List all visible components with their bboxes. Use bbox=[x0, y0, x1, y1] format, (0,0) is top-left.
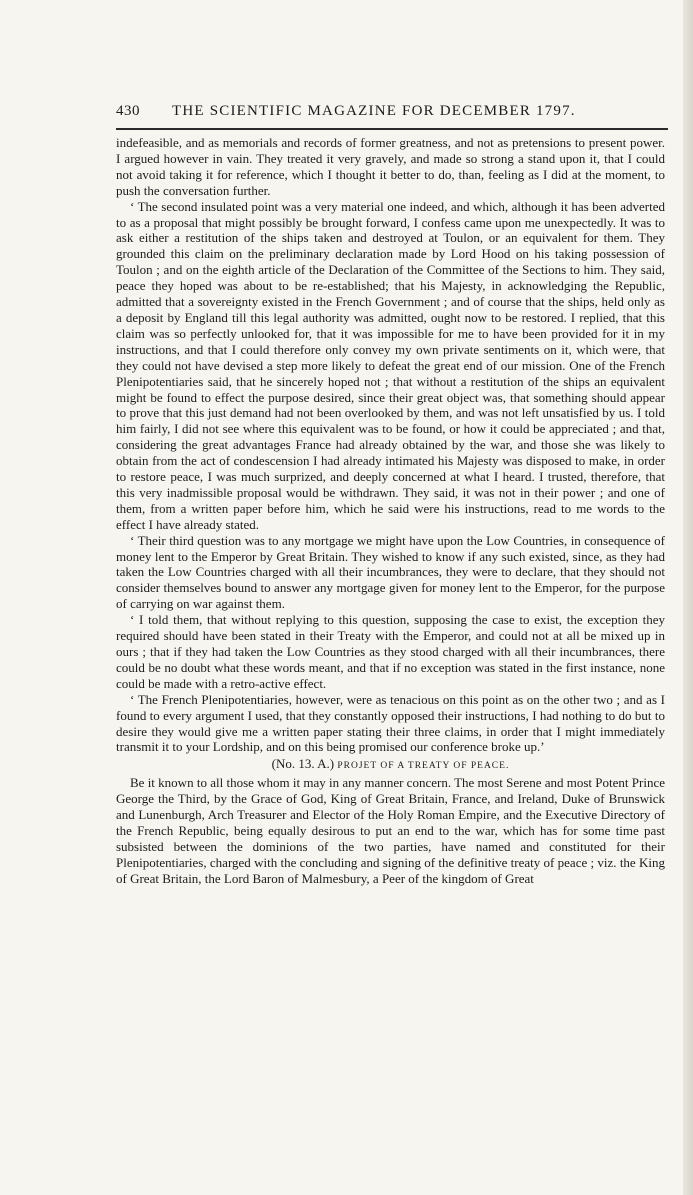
paragraph: ‘ Their third question was to any mortgage we might have upon the Low Countries, in consequence of money lent to the Emperor by Great Britain. They wished to know if any such existed, since, as they had taken the Low Countries charged with all their incumbrances, they were to declare, that they should not consider themselves bound to answer any mortgage given for money lent to the Emperor, for the purpose of carrying on war against them. bbox=[116, 532, 665, 612]
paragraph: ‘ I told them, that without replying to this question, supposing the case to exist, the exception they required should have been stated in their Treaty with the Emperor, and could not at all be mixed up in ours ; that if they had taken the Low Countries as they stood charged with all their incumbrances, there could be no doubt what these words meant, and that if no exception was stated in the first instance, none could be made with a retro-active effect. bbox=[116, 612, 665, 691]
page-edge bbox=[683, 0, 693, 1195]
section-heading bbox=[116, 755, 665, 775]
section-title: PROJET OF A TREATY OF PEACE. bbox=[337, 761, 510, 772]
page-number: 430 bbox=[116, 103, 140, 119]
paragraph: Be it known to all those whom it may in any manner concern. The most Serene and most Potent Prince George the Third, by the Grace of God, King of Great Britain, France, and Ireland, Duke of Brunswick and Lunenburgh, Arch Treasurer and Elector of the Holy Roman Empire, and the Executive Directory of the French Republic, being equally desirous to put an end to the war, which has for some time past subsisted between the dominions of the two parties, have named and constituted for their Plenipotentiaries, charged with the concluding and signing of the definitive treaty of peace ; viz. the King of Great Britain, the Lord Baron of Malmesbury, a Peer of the kingdom of Great bbox=[116, 775, 665, 886]
section-number: (No. 13. A.) bbox=[271, 756, 335, 772]
header-rule bbox=[116, 128, 668, 130]
body-text bbox=[116, 135, 665, 887]
paragraph: ‘ The second insulated point was a very material one indeed, and which, although it has been adverted to as a proposal that might possibly be brought forward, I confess came upon me unexpectedly. It was to ask either a restitution of the ships taken and destroyed at Toulon, or an equivalent for them. They grounded this claim on the preliminary declaration made by Lord Hood on his taking possession of Toulon ; and on the eighth article of the Declaration of the Committee of the Sections to him. They said, peace they hoped was about to be re-established; that his Majesty, in acknowledging the Republic, admitted that a sovereignty existed in the French Government ; and of course that the ships, held only as a deposit by England till this legal authority was admitted, ought now to be restored. I replied, that this claim was so perfectly unlooked for, that it was impossible for me to have been provided for it in my instructions, and that I could therefore only convey my own private sentiments on it, which were, that they could not have devised a step more likely to defeat the great end of our mission. One of the French Plenipotentiaries said, that he sincerely hoped not ; that without a restitution of the ships an equivalent might be found to effect the purpose desired, since their great object was, that something should appear to prove that this just demand had not been overlooked by them, and was not left unsatisfied by us. I told him fairly, I did not see where this equivalent was to be found, or how it could be appreciated ; and that, considering the great advantages France had already obtained by the war, and those she was likely to obtain from the act of condescension I had already intimated his Majesty was disposed to make, in order to restore peace, I was much surprized, and deeply concerned at what I heard. I trusted, therefore, that this very inadmissible proposal would be withdrawn. They said, it was not in their power ; and one of them, from a written paper before him, which he said were his instructions, read to me words to the effect I have already stated. bbox=[116, 198, 665, 532]
page-header bbox=[116, 103, 668, 125]
paragraph: ‘ The French Plenipotentiaries, however, were as tenacious on this point as on the other two ; and as I found to every argument I used, that they constantly opposed their instructions, I had nothing to do but to desire they would give me a written paper stating their three claims, in order that I might immediately transmit it to your Lordship, and on this being promised our conference broke up.’ bbox=[116, 691, 665, 755]
paragraph: indefeasible, and as memorials and records of former greatness, and not as pretensions to present power. I argued however in vain. They treated it very gravely, and made so strong a stand upon it, that I could not avoid taking it for reference, which I thought it better to do, than, feeling as I did at the moment, to push the conversation further. bbox=[116, 135, 665, 198]
running-title: THE SCIENTIFIC MAGAZINE FOR DECEMBER 1797. bbox=[172, 103, 576, 119]
